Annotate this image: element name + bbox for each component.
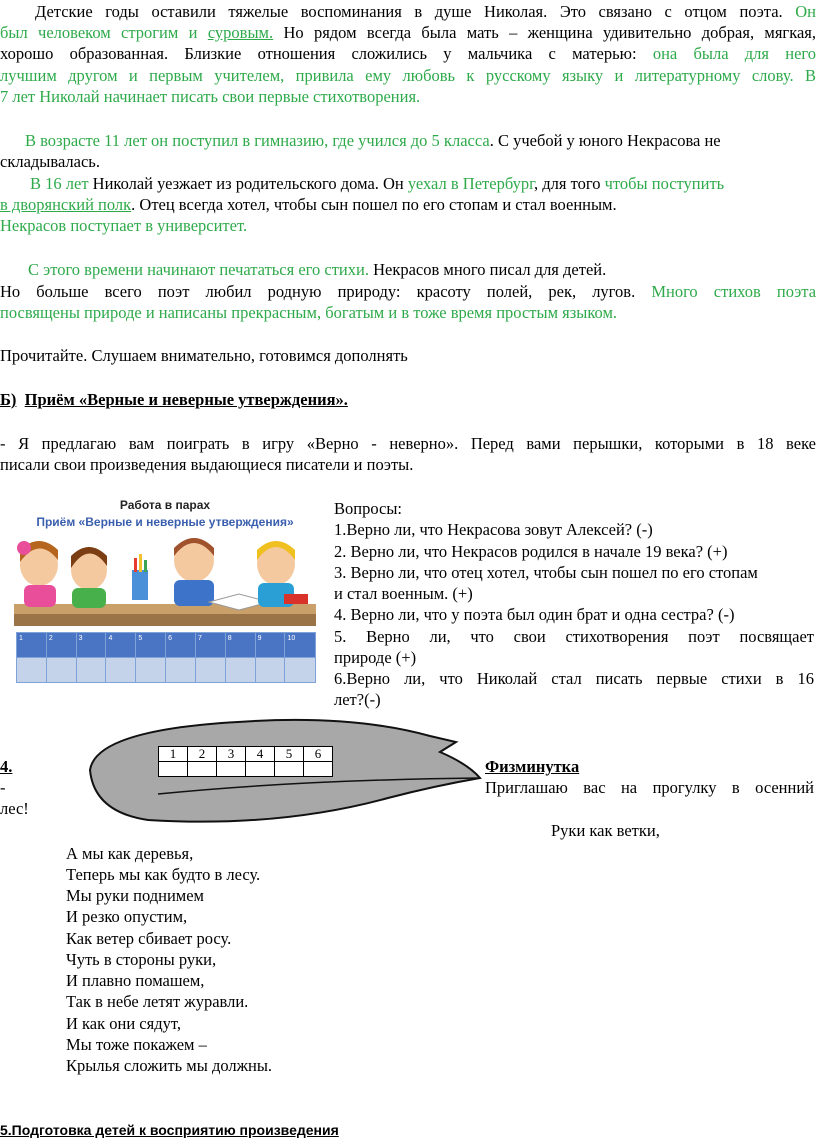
quill-cell: 1 (159, 747, 188, 762)
quill-cell-empty (304, 762, 333, 777)
grid-cell-empty (76, 658, 106, 683)
game-intro-line2: писали свои произведения выдающиеся писатели и поэты. (0, 455, 414, 474)
poem-line: И резко опустим, (66, 907, 188, 926)
poem-line: И как они сядут, (66, 1014, 181, 1033)
grid-cell: 8 (225, 633, 255, 658)
p1-line1: Детские годы оставили тяжелые воспоминания в душе Николая. Это связано с отцом поэта. Он (35, 2, 816, 21)
poem-line: Чуть в стороны руки, (66, 950, 217, 969)
quill-answer-table (158, 746, 333, 777)
grid-cell: 4 (106, 633, 136, 658)
p2-line1: В возрасте 11 лет он поступил в гимназию, где учился до 5 класса. С учебой у юного Некрасова не (25, 131, 721, 150)
poem-line: Теперь мы как будто в лесу. (66, 865, 261, 884)
p4-line1: С этого времени начинают печататься его стихи. Некрасов много писал для детей. (28, 260, 607, 279)
grid-cell: 6 (166, 633, 196, 658)
question-1: 1.Верно ли, что Некрасова зовут Алексей? (-) (334, 520, 653, 539)
grid-cell: 10 (285, 633, 316, 658)
quill-cell-empty (188, 762, 217, 777)
question-6-line2: лет?(-) (334, 690, 381, 709)
fizminutka-hands: Руки как ветки, (551, 821, 660, 840)
p3-line1: В 16 лет Николай уезжает из родительского дома. Он уехал в Петербург, для того чтобы поступить (30, 174, 725, 193)
grid-cell: 9 (255, 633, 285, 658)
p1-line3: хорошо образованная. Близкие отношения сложились у мальчика с матерью: она была для него (0, 44, 816, 63)
p4-line2: Но больше всего поэт любил родную природу: красоту полей, рек, лугов. Много стихов поэта (0, 282, 816, 301)
quill-cell: 6 (304, 747, 333, 762)
section-b-heading: Б) Приём «Верные и неверные утверждения». (0, 390, 348, 409)
p1-line5: 7 лет Николай начинает писать свои первые стихотворения. (0, 87, 421, 106)
p3-line2: в дворянский полк. Отец всегда хотел, чтобы сын пошел по его стопам и стал военным. (0, 195, 617, 214)
section-4-number: 4. (0, 757, 13, 776)
grid-cell-empty (106, 658, 136, 683)
pair-work-illustration (14, 494, 316, 694)
poem-line: А мы как деревья, (66, 844, 194, 863)
image-caption-1: Работа в парах (119, 498, 211, 512)
grid-cell-empty (17, 658, 47, 683)
image-caption-2: Приём «Верные и неверные утверждения» (36, 515, 294, 529)
poem-line: Как ветер сбивает росу. (66, 929, 232, 948)
p1-line4: лучшим другом и первым учителем, привила ему любовь к русскому языку и литературному слову. В (0, 66, 816, 85)
grid-cell-empty (285, 658, 316, 683)
question-6-line1: 6.Верно ли, что Николай стал писать первые стихи в 16 (334, 669, 814, 688)
grid-cell: 2 (46, 633, 76, 658)
fizminutka-invite: Приглашаю вас на прогулку в осенний (485, 778, 814, 797)
question-3-line2: и стал военным. (+) (334, 584, 473, 603)
grid-cell-empty (225, 658, 255, 683)
grid-cell: 3 (76, 633, 106, 658)
p4-line3: посвящены природе и написаны прекрасным, богатым и в тоже время простым языком. (0, 303, 618, 322)
poem-line: Так в небе летят журавли. (66, 992, 249, 1011)
poem-line: Мы руки поднимем (66, 886, 205, 905)
quill-cell-empty (246, 762, 275, 777)
grid-cell: 7 (195, 633, 225, 658)
quill-cell: 2 (188, 747, 217, 762)
quill-cell: 5 (275, 747, 304, 762)
grid-cell-empty (166, 658, 196, 683)
poem-line: Крылья сложить мы должны. (66, 1056, 273, 1075)
question-5-line2: природе (+) (334, 648, 417, 667)
grid-cell-empty (195, 658, 225, 683)
section-4-les: лес! (0, 799, 29, 818)
fizminutka-title: Физминутка (485, 757, 580, 776)
p1-line2: был человеком строгим и суровым. Но рядом всегда была мать – женщина удивительно добрая, мягкая, (0, 23, 816, 42)
grid-cell: 1 (17, 633, 47, 658)
questions-heading: Вопросы: (334, 499, 402, 518)
answer-grid (16, 632, 316, 683)
quill-cell-empty (217, 762, 246, 777)
quill-cell-empty (159, 762, 188, 777)
section-4-dash: - (0, 778, 6, 797)
question-4: 4. Верно ли, что у поэта был один брат и одна сестра? (-) (334, 605, 735, 624)
quill-cell: 3 (217, 747, 246, 762)
grid-cell-empty (46, 658, 76, 683)
poem-line: Мы тоже покажем – (66, 1035, 207, 1054)
quill-cell: 4 (246, 747, 275, 762)
grid-cell: 5 (136, 633, 166, 658)
poem-line: И плавно помашем, (66, 971, 205, 990)
children-at-desk-icon (14, 530, 316, 626)
p3-line3: Некрасов поступает в университет. (0, 216, 248, 235)
question-3-line1: 3. Верно ли, что отец хотел, чтобы сын пошел по его стопам (334, 563, 758, 582)
section-5-heading: 5.Подготовка детей к восприятию произведения (0, 1122, 339, 1138)
grid-cell-empty (255, 658, 285, 683)
read-prompt: Прочитайте. Слушаем внимательно, готовимся дополнять (0, 346, 408, 365)
grid-cell-empty (136, 658, 166, 683)
question-5-line1: 5. Верно ли, что свои стихотворения поэт посвящает (334, 627, 814, 646)
p2-line2: складывалась. (0, 152, 100, 171)
question-2: 2. Верно ли, что Некрасов родился в начале 19 века? (+) (334, 542, 728, 561)
quill-cell-empty (275, 762, 304, 777)
game-intro-line1: - Я предлагаю вам поиграть в игру «Верно - неверно». Перед вами перышки, которыми в 18 веке (0, 434, 816, 453)
